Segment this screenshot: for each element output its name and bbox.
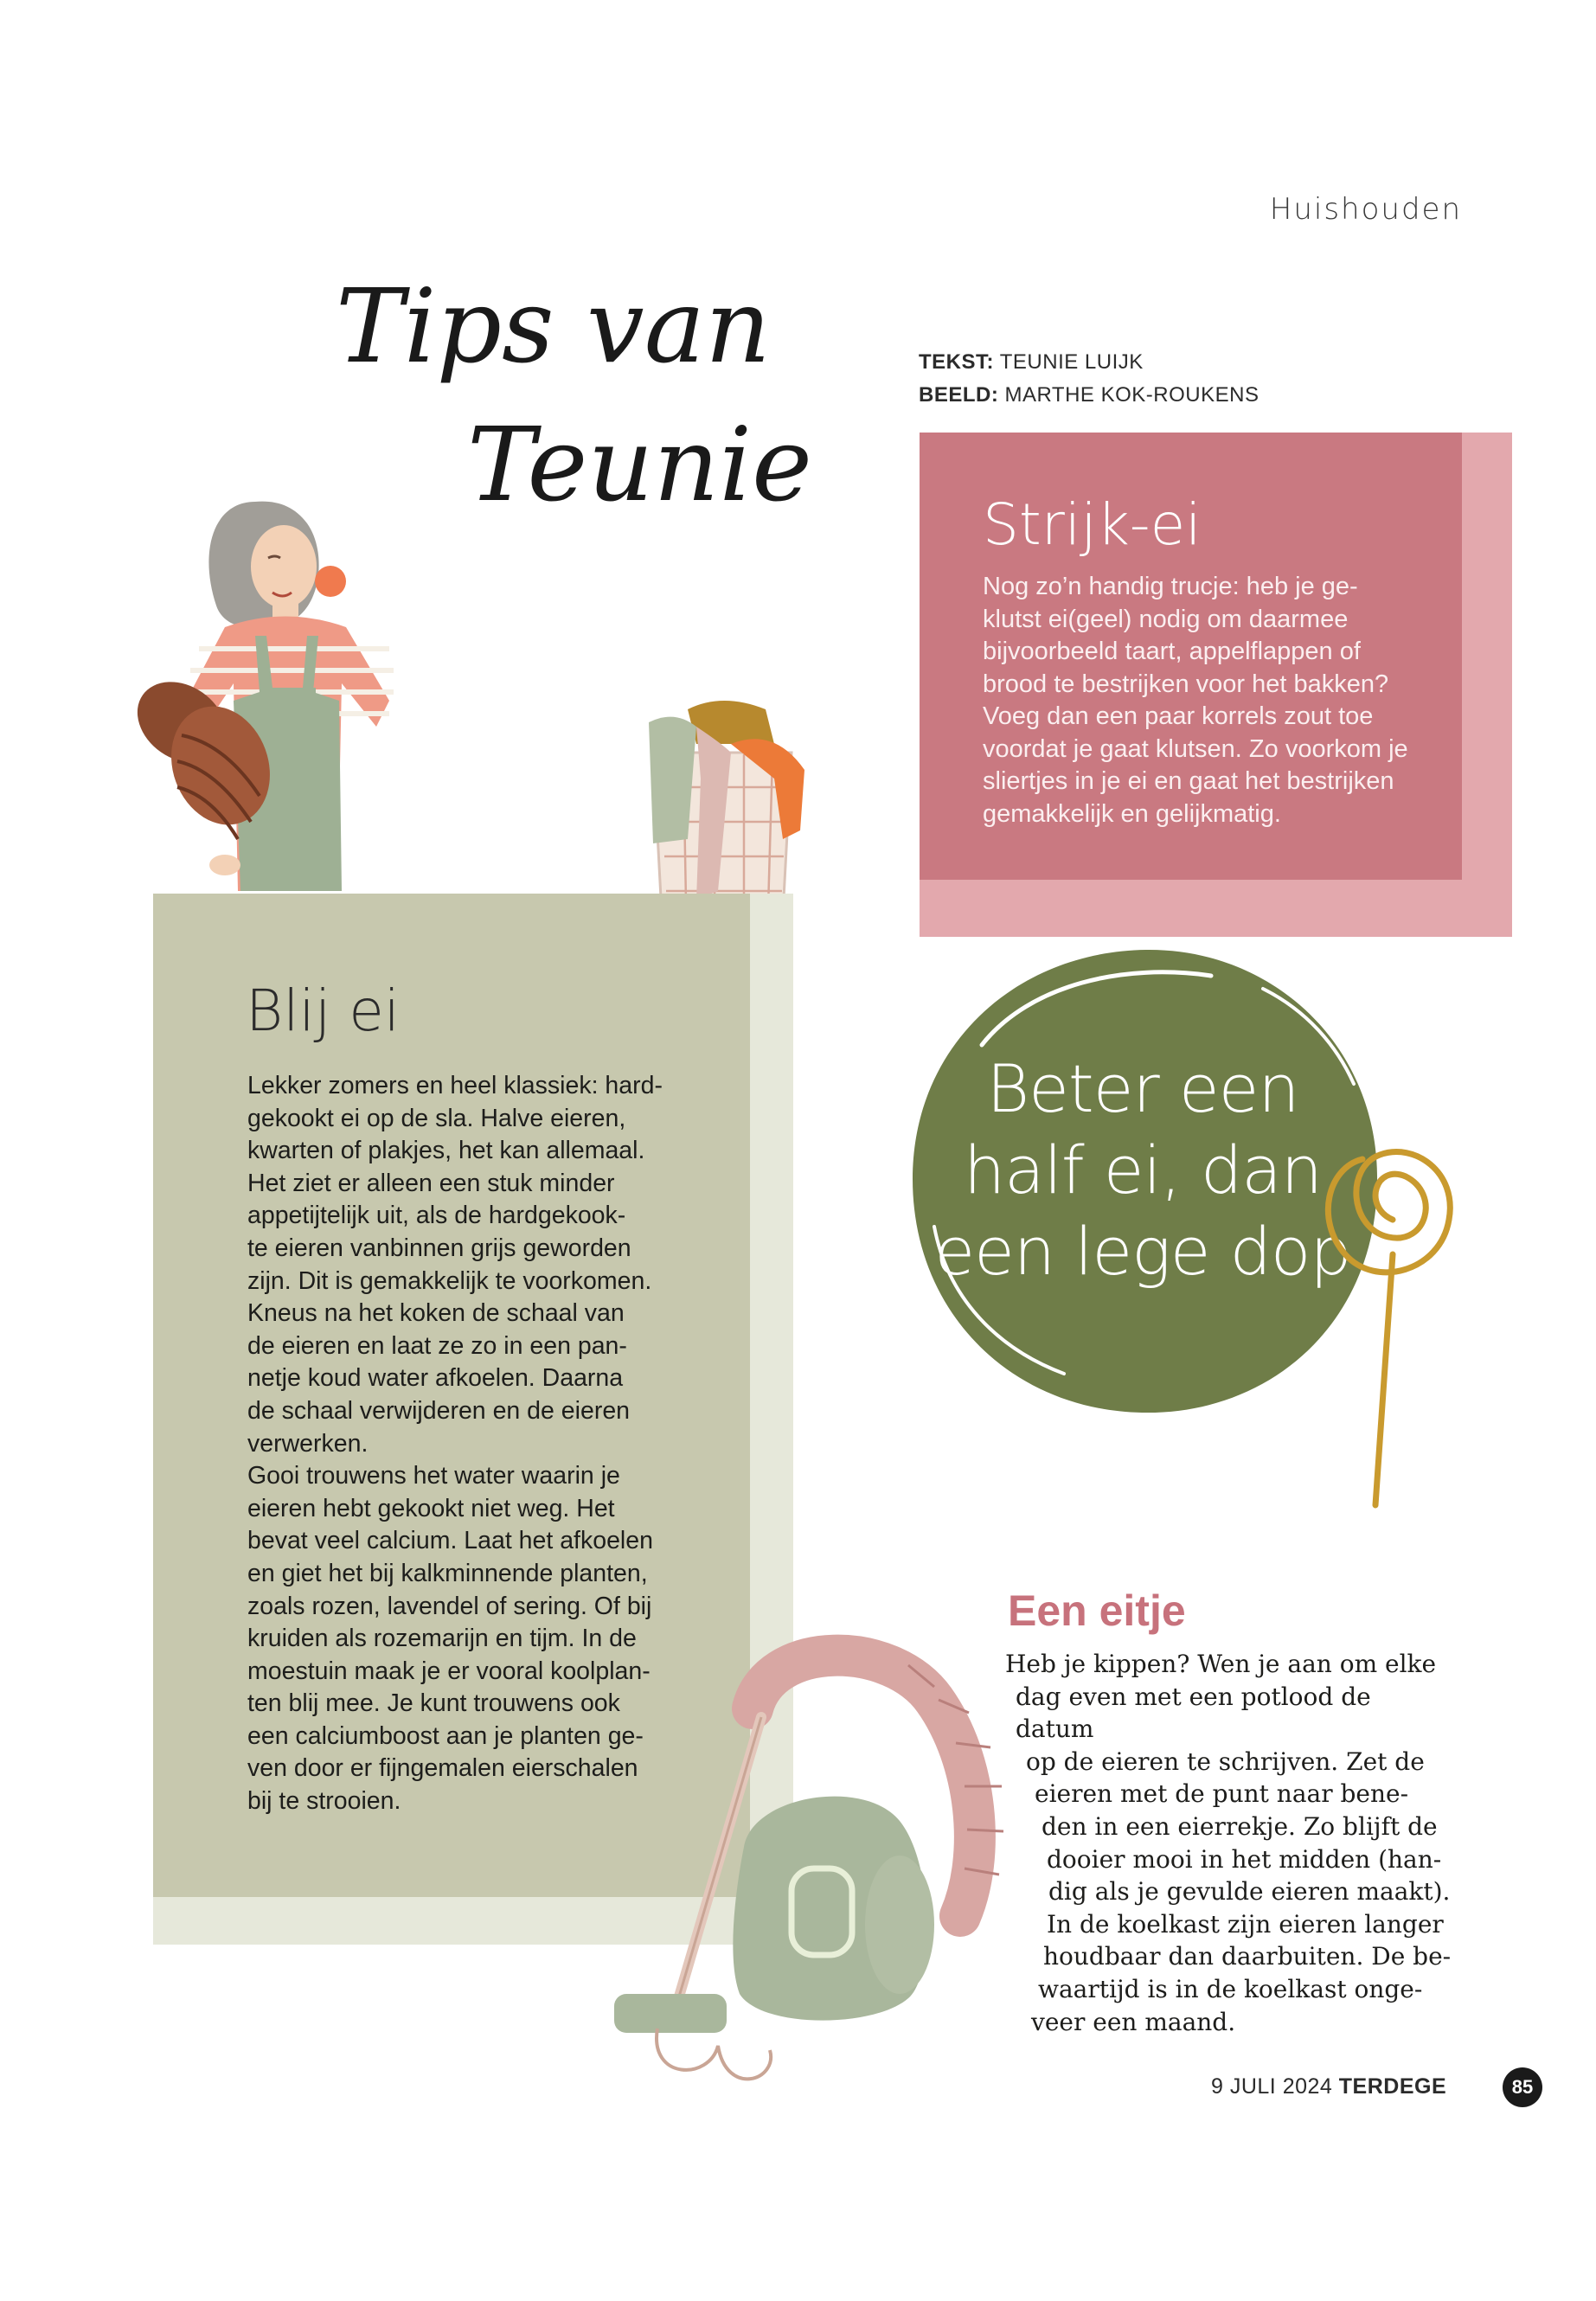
page-title-line-2: Teunie [467,405,812,524]
quote-text: Beter een half ei, dan een lege dop [934,1050,1351,1290]
credits [919,346,1259,412]
een-eitje-body: Heb je kippen? Wen je aan om elke dag even met een potlood de datum op de eieren te schrijven. Zet de eieren met de punt naar bene- den in een eierrekje. Zo blijft de dooier mooi in het midden (han- dig als je gevulde eieren maakt). In de koelkast zijn eieren langer houdbaar dan daarbuiten. De be- waartijd is in de koelkast onge- veer een maand. [1005,1650,1452,2036]
woman-with-basket-illustration [130,484,424,900]
blij-ei-body: Lekker zomers en heel klassiek: hard- gekookt ei op de sla. Halve eieren, kwarten of plakjes, het kan allemaal. Het ziet er alleen een stuk minder appetijtelijk uit, als de hardgekook- te eieren vanbinnen grijs geworden zijn. Dit is gemakkelijk te voorkomen. Kneus na het koken de schaal van de eieren en laat ze zo in een pan- netje koud water afkoelen. Daarna de schaal verwijderen en de eieren verwerken. Gooi trouwens het water waarin je eieren hebt gekookt niet weg. Het bevat veel calcium. Laat het afkoelen en giet het bij kalkminnende planten, zoals rozen, lavendel of sering. Of bij kruiden als rozemarijn en tijm. In de moestuin maak je er vooral koolplan- ten blij mee. Je kunt trouwens ook een calciumboost aan je planten ge- ven door er fijngemalen eierschalen bij te strooien. [247,1072,663,1816]
blij-ei-title: Blij ei [246,977,401,1044]
credit-image: BEELD: MARTHE KOK-ROUKENS [919,383,1259,407]
page-title-line-1: Tips van [336,266,772,386]
page-number: 85 [1503,2067,1542,2107]
strijk-ei-body: Nog zo’n handig trucje: heb je ge- klutst ei(geel) nodig om daarmee bijvoorbeeld taart, appelflappen of brood te bestrijken voor het bakken? Voeg dan een paar korrels zout toe voordat je gaat klutsen. Zo voorkom je sliertjes in je ei en gaat het bestrijken gemakkelijk en gelijkmatig. [983,573,1408,828]
footer-date: 9 JULI 2024 [1211,2074,1333,2099]
credit-text: TEKST: TEUNIE LUIJK [919,350,1144,374]
een-eitje-title: Een eitje [1008,1586,1186,1635]
carpet-beater-illustration [1311,1125,1475,1522]
vacuum-cleaner-illustration [606,1648,1021,2115]
footer-magazine: TERDEGE [1338,2074,1447,2099]
section-label: Huishouden [1269,192,1462,227]
strijk-ei-title: Strijk-ei [983,491,1202,558]
footer [1211,2074,1446,2099]
